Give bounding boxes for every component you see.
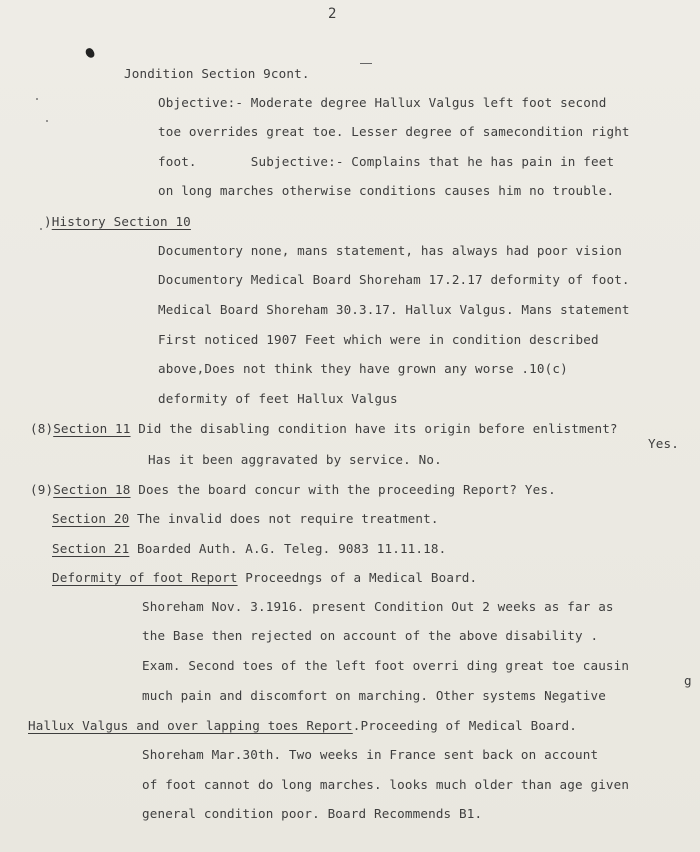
speck bbox=[40, 228, 42, 230]
speck bbox=[36, 98, 38, 100]
text-line: toe overrides great toe. Lesser degree of samecondition right bbox=[158, 124, 630, 139]
history-section-line bbox=[44, 214, 191, 230]
history-section-heading: History Section 10 bbox=[51, 214, 191, 229]
text-line: Shoreham Nov. 3.1916. present Condition Out 2 weeks as far as bbox=[142, 599, 614, 614]
text-line: Documentory none, mans statement, has always had poor vision bbox=[158, 243, 622, 258]
page-number: 2 bbox=[328, 6, 337, 22]
text-line: Medical Board Shoreham 30.3.17. Hallux Valgus. Mans statement bbox=[158, 302, 630, 317]
section-20-heading: Section 20 bbox=[52, 511, 130, 526]
text-line: Shoreham Mar.30th. Two weeks in France sent back on account bbox=[142, 747, 599, 762]
text-line: above,Does not think they have grown any worse .10(c) bbox=[158, 361, 568, 376]
deformity-report-line: Deformity of foot Report Proceedngs of a Medical Board. bbox=[52, 570, 478, 585]
section-20-line: Section 20 The invalid does not require treatment. bbox=[52, 511, 439, 526]
hallux-report-line: Hallux Valgus and over lapping toes Report.Proceeding of Medical Board. bbox=[28, 718, 577, 733]
line-prefix: ) bbox=[44, 214, 52, 229]
text-line: deformity of feet Hallux Valgus bbox=[158, 391, 398, 406]
text-line: the Base then rejected on account of the above disability . bbox=[142, 628, 599, 643]
wrapped-letter: g bbox=[684, 673, 692, 688]
text-line: general condition poor. Board Recommends B1. bbox=[142, 806, 483, 821]
section-18-line: (9)Section 18 Does the board concur with the proceeding Report? Yes. bbox=[30, 482, 556, 497]
deformity-report-heading: Deformity of foot Report bbox=[52, 570, 238, 585]
text-line: of foot cannot do long marches. looks much older than age given bbox=[142, 777, 630, 792]
speck bbox=[46, 120, 48, 122]
section-18-heading: Section 18 bbox=[53, 482, 131, 497]
text-line: Exam. Second toes of the left foot overri ding great toe causin bbox=[142, 658, 630, 673]
text-line: Documentory Medical Board Shoreham 17.2.17 deformity of foot. bbox=[158, 272, 630, 287]
section-21-heading: Section 21 bbox=[52, 541, 130, 556]
text-line: much pain and discomfort on marching. Other systems Negative bbox=[142, 688, 606, 703]
line-prefix: (8) bbox=[30, 421, 54, 436]
line-prefix: (9) bbox=[30, 482, 54, 497]
text-line: Objective:- Moderate degree Hallux Valgus left foot second bbox=[158, 95, 607, 110]
text-line: First noticed 1907 Feet which were in condition described bbox=[158, 332, 599, 347]
hallux-report-heading: Hallux Valgus and over lapping toes Report bbox=[28, 718, 353, 733]
text-line: on long marches otherwise conditions causes him no trouble. bbox=[158, 183, 615, 198]
section-11-line: (8)Section 11 Did the disabling condition have its origin before enlistment? bbox=[30, 421, 618, 436]
stray-mark bbox=[360, 63, 372, 64]
section-11-heading: Section 11 bbox=[53, 421, 131, 436]
section-9-continued-heading: Jondition Section 9cont. bbox=[124, 66, 310, 81]
section-21-line: Section 21 Boarded Auth. A.G. Teleg. 9083 11.11.18. bbox=[52, 541, 447, 556]
text-line: Has it been aggravated by service. No. bbox=[148, 452, 442, 467]
answer-yes: Yes. bbox=[648, 436, 679, 451]
ink-blot bbox=[85, 47, 96, 59]
text-line: foot. Subjective:- Complains that he has pain in feet bbox=[158, 154, 615, 169]
